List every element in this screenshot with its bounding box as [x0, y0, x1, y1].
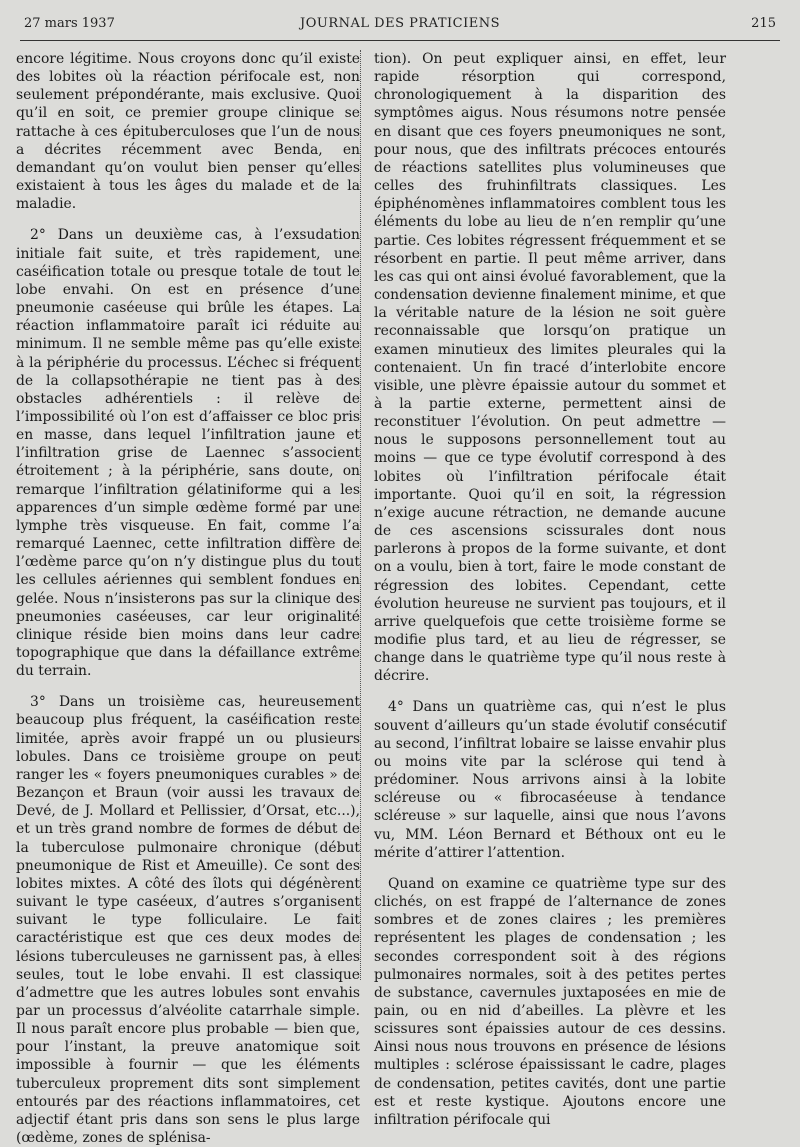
paragraph: tion). On peut expliquer ainsi, en effet, leur rapide résorption qui correspond, chronologiquement à la disparition des symptômes aigus. Nous résumons notre pensée en disant que ces foyers pneumoniques ne sont, pour nous, que des infiltrats précoces entourés de réactions satellites plus volumineuses que celles des fruhinfiltrats classiques. Les épiphénomènes inflammatoires comblent tous les éléments du lobe au lieu de n’en remplir qu’une partie. Ces lobites régressent fréquemment et se résorbent en partie. Il peut même arriver, dans les cas qui ont ainsi évolué favorablement, que la condensation devienne finalement minime, et que la véritable nature de la lésion ne soit guère reconnaissable que lorsqu’on pratique un examen minutieux des limites pleurales qui la contenaient. Un fin tracé d’interlobite encore visible, une plèvre épaissie autour du sommet et à la partie externe, permettent ainsi de reconstituer l’évolution. On peut admettre — nous le supposons personnellement tout au moins — que ce type évolutif correspond à des lobites où l’infiltration périfocale était importante. Quoi qu’il en soit, la régression n’exige aucune rétraction, ne demande aucune de ces ascensions scissurales dont nous parlerons à propos de la forme suivante, et dont on a voulu, bien à tort, faire le mode constant de régression des lobites. Cependant, cette évolution heureuse ne survient pas toujours, et il arrive quelquefois que cette troisième forme se modifie plus tard, et au lieu de régresser, se change dans le quatrième type qu’il nous reste à décrire.	[374, 51, 726, 685]
left-column	[16, 50, 360, 1147]
paragraph: Quand on examine ce quatrième type sur des clichés, on est frappé de l’alternance de zones sombres et de zones claires ; les premières représentent les plages de condensation ; les secondes correspondent soit à des régions pulmonaires normales, soit à des petites pertes de substance, cavernules juxtaposées en mie de pain, ou en nid d’abeilles. La plèvre et les scissures sont épaissies autour de ces dessins. Ainsi nous nous trouvons en présence de lésions multiples : sclérose épaississant le cadre, plages de condensation, petites cavités, dont une partie est et reste kystique. Ajoutons encore une infiltration périfocale qui	[374, 875, 726, 1128]
issue-date: 27 mars 1937	[24, 16, 115, 31]
column-separator	[360, 50, 361, 980]
paragraph: 4° Dans un quatrième cas, qui n’est le plus souvent d’ailleurs qu’un stade évolutif consécutif au second, l’infiltrat lobaire se laisse envahir plus ou moins vite par la sclérose qui tend à prédominer. Nous arrivons ainsi à la lobite scléreuse ou « fibrocaséeuse à tendance scléreuse » sur laquelle, ainsi que nous l’avons vu, MM. Léon Bernard et Béthoux ont eu le mérite d’attirer l’attention.	[374, 699, 726, 861]
paragraph: 2° Dans un deuxième cas, à l’exsudation initiale fait suite, et très rapidement, une caséification totale ou presque totale de tout le lobe envahi. On est en présence d’une pneumonie caséeuse qui brûle les étapes. La réaction inflammatoire paraît ici réduite au minimum. Il ne semble même pas qu’elle existe à la périphérie du processus. L’échec si fréquent de la collapsothérapie ne tient pas à des obstacles adhérentiels : il relève de l’impossibilité où l’on est d’affaisser ce bloc pris en masse, dans lequel l’infiltration jaune et l’infiltration grise de Laennec s’associent étroitement ; à la périphérie, sans doute, on remarque l’infiltration gélatiniforme qui a les apparences d’un simple œdème formé par une lymphe très visqueuse. En fait, comme l’a remarqué Laennec, cette infiltration diffère de l’œdème parce qu’on n’y distingue plus du tout les cellules aériennes qui semblent fondues en gelée. Nous n’insisterons pas sur la clinique des pneumonies caséeuses, car leur originalité clinique réside bien moins dans leur cadre topographique que dans la défaillance extrême du terrain.	[16, 227, 360, 680]
page-number: 215	[751, 16, 776, 31]
running-head	[24, 16, 776, 36]
header-rule	[20, 40, 780, 41]
journal-title: JOURNAL DES PRATICIENS	[300, 16, 500, 31]
right-column	[374, 50, 726, 1129]
paragraph: 3° Dans un troisième cas, heureusement beaucoup plus fréquent, la caséification reste limitée, après avoir frappé un ou plusieurs lobules. Dans ce troisième groupe on peut ranger les « foyers pneumoniques curables » de Bezançon et Braun (voir aussi les travaux de Devé, de J. Mollard et Pellissier, d’Orsat, etc...), et un très grand nombre de formes de début de la tuberculose pulmonaire chronique (début pneumonique de Rist et Ameuille). Ce sont des lobites mixtes. A côté des îlots qui dégénèrent suivant le type caséeux, d’autres s’organisent suivant le type folliculaire. Le fait caractéristique est que ces deux modes de lésions tuberculeuses ne garnissent pas, à elles seules, tout le lobe envahi. Il est classique d’admettre que les autres lobules sont envahis par un processus d’alvéolite catarrhale simple. Il nous paraît encore plus probable — bien que, pour l’instant, la preuve anatomique soit impossible à fournir — que les éléments tuberculeux proprement dits sont simplement entourés par des réactions inflammatoires, cet adjectif étant pris dans son sens le plus large (œdème, zones de splénisa-	[16, 694, 360, 1147]
paragraph: encore légitime. Nous croyons donc qu’il existe des lobites où la réaction périfocale est, non seulement prépondérante, mais exclusive. Quoi qu’il en soit, ce premier groupe clinique se rattache à ces épituberculoses que l’un de nous a décrites récemment avec Benda, en demandant qu’on voulut bien penser qu’elles existaient à tous les âges du malade et de la maladie.	[16, 51, 360, 213]
